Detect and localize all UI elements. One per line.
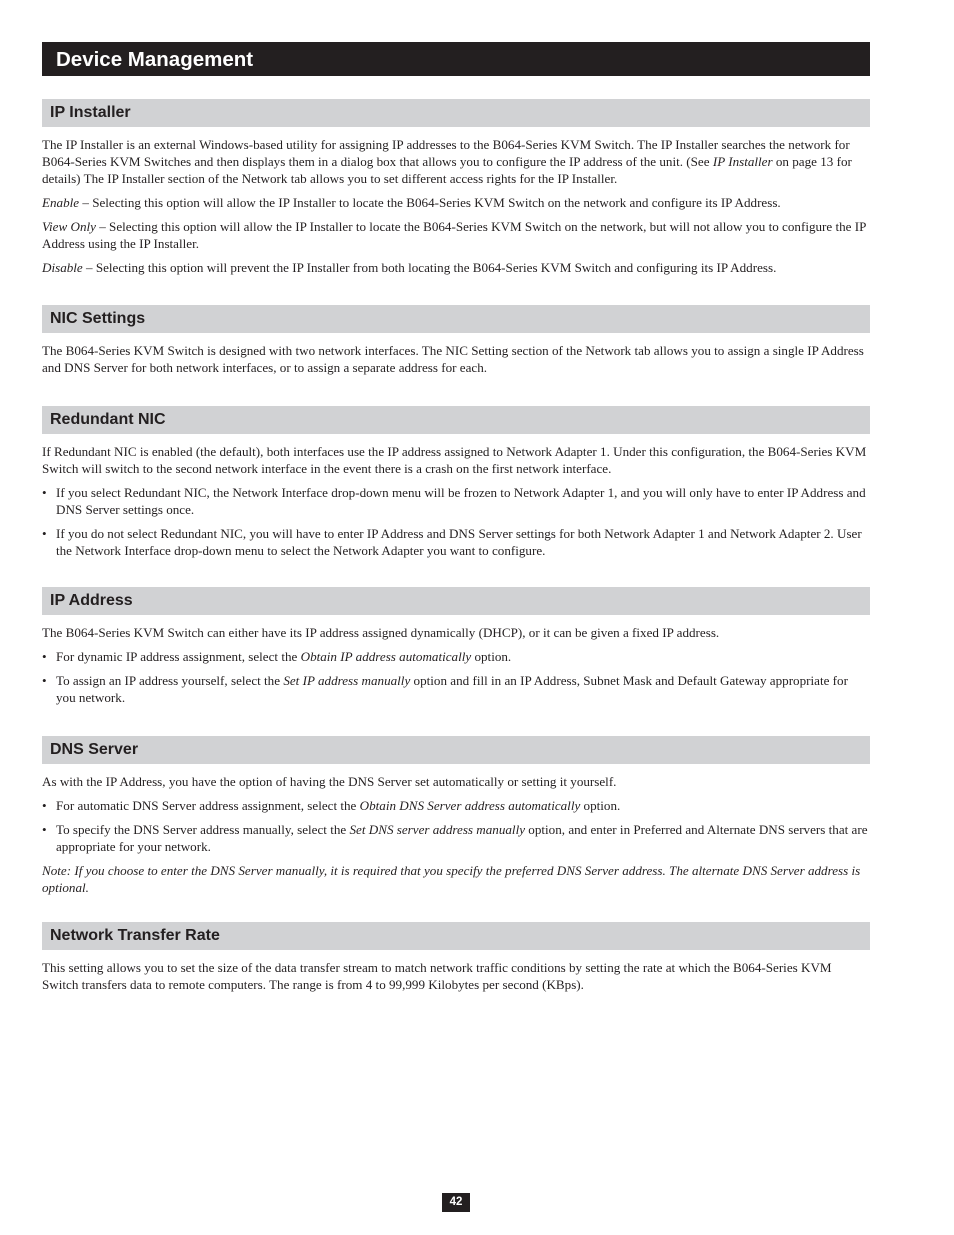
dns-server-bullet-1-text-a: For automatic DNS Server address assignment, select the (56, 798, 360, 813)
ip-address-bullet-1-text-b: option. (471, 649, 512, 664)
set-ip-option-name: Set IP address manually (283, 673, 411, 688)
section-redundant-nic (42, 406, 870, 566)
disable-option-description (42, 259, 870, 276)
dns-server-note: Note: If you choose to enter the DNS Server manually, it is required that you specify the preferred DNS Server address. The alternate DNS Server address is optional. (42, 863, 861, 895)
view-only-option-description (42, 218, 870, 252)
ip-address-bullet-1-text-a: For dynamic IP address assignment, select the (56, 649, 301, 664)
section-heading-dns-server: DNS Server (42, 736, 870, 764)
enable-term: Enable (42, 195, 80, 210)
dns-server-bullet-1 (42, 797, 870, 814)
ip-installer-intro-text-b: on page 13 for details) The IP Installer section of the Network tab allows you to set different access rights for the IP Installer. (42, 154, 852, 186)
section-nic-settings (42, 305, 870, 383)
obtain-dns-option-name: Obtain DNS Server address automatically (359, 798, 581, 813)
redundant-nic-text: If Redundant NIC is enabled (the default), both interfaces use the IP address assigned to Network Adapter 1. Under this configuration, the B064-Series KVM Switch will switch to the second network interface in the event there is a crash on the first network interface. (42, 444, 867, 476)
dns-server-bullet-2 (42, 821, 870, 855)
section-heading-nic-settings: NIC Settings (42, 305, 870, 333)
ip-installer-intro (42, 136, 870, 187)
redundant-nic-bullet-1: • If you select Redundant NIC, the Network Interface drop-down menu will be frozen to Network Adapter 1, and you will only have to enter IP Address and DNS Server settings once. (42, 484, 870, 518)
network-transfer-rate-text: This setting allows you to set the size of the data transfer stream to match network traffic conditions by setting the rate at which the B064-Series KVM Switch transfers data to remote computers. The range is from 4 to 99,999 Kilobytes per second (KBps). (42, 960, 832, 992)
enable-option-description (42, 194, 870, 211)
enable-text: – Selecting this option will allow the IP Installer to locate the B064-Series KVM Switch on the network and configure its IP Address. (79, 195, 781, 210)
ip-installer-intro-text-a: The IP Installer is an external Windows-based utility for assigning IP addresses to the B064-Series KVM Switch. The IP Installer searches the network for B064-Series KVM Switches and then displays them in a dialog box that allows you to configure the IP address of the unit. (See (42, 137, 850, 169)
obtain-ip-option-name: Obtain IP address automatically (300, 649, 472, 664)
section-heading-ip-installer: IP Installer (42, 99, 870, 127)
disable-text: – Selecting this option will prevent the IP Installer from both locating the B064-Series KVM Switch and configuring its IP Address. (82, 260, 777, 275)
nic-settings-text: The B064-Series KVM Switch is designed with two network interfaces. The NIC Setting section of the Network tab allows you to assign a single IP Address and DNS Server for both network interfaces, or to assign a separate address for each. (42, 343, 864, 375)
ip-installer-cross-reference: IP Installer (712, 154, 773, 169)
ip-address-bullet-1 (42, 648, 870, 665)
section-network-transfer-rate (42, 922, 870, 1000)
section-dns-server (42, 736, 870, 903)
redundant-nic-bullet-2: • If you do not select Redundant NIC, you will have to enter IP Address and DNS Server settings for both Network Adapter 1 and Network Adapter 2. User the Network Interface drop-down menu to select the Network Adapter you want to configure. (42, 525, 870, 559)
dns-server-text: As with the IP Address, you have the option of having the DNS Server set automatically or setting it yourself. (42, 774, 617, 789)
page-number: 42 (442, 1193, 470, 1212)
dns-server-bullet-2-text-a: To specify the DNS Server address manually, select the (56, 822, 350, 837)
ip-address-bullet-2 (42, 672, 870, 706)
ip-address-bullet-2-text-b: option and fill in an IP Address, Subnet Mask and Default Gateway appropriate for you network. (56, 673, 848, 705)
disable-term: Disable (42, 260, 83, 275)
set-dns-option-name: Set DNS server address manually (349, 822, 526, 837)
dns-server-bullet-1-text-b: option. (580, 798, 621, 813)
section-heading-redundant-nic: Redundant NIC (42, 406, 870, 434)
page-title: Device Management (42, 42, 870, 76)
dns-server-bullet-2-text-b: option, and enter in Preferred and Alternate DNS servers that are appropriate for your network. (56, 822, 868, 854)
section-ip-installer (42, 99, 870, 283)
section-heading-ip-address: IP Address (42, 587, 870, 615)
view-only-text: – Selecting this option will allow the IP Installer to locate the B064-Series KVM Switch on the network, but will not allow you to configure the IP Address using the IP Installer. (42, 219, 866, 251)
section-heading-network-transfer-rate: Network Transfer Rate (42, 922, 870, 950)
ip-address-text: The B064-Series KVM Switch can either have its IP address assigned dynamically (DHCP), or it can be given a fixed IP address. (42, 625, 720, 640)
section-ip-address (42, 587, 870, 713)
view-only-term: View Only (42, 219, 96, 234)
ip-address-bullet-2-text-a: To assign an IP address yourself, select the (56, 673, 284, 688)
